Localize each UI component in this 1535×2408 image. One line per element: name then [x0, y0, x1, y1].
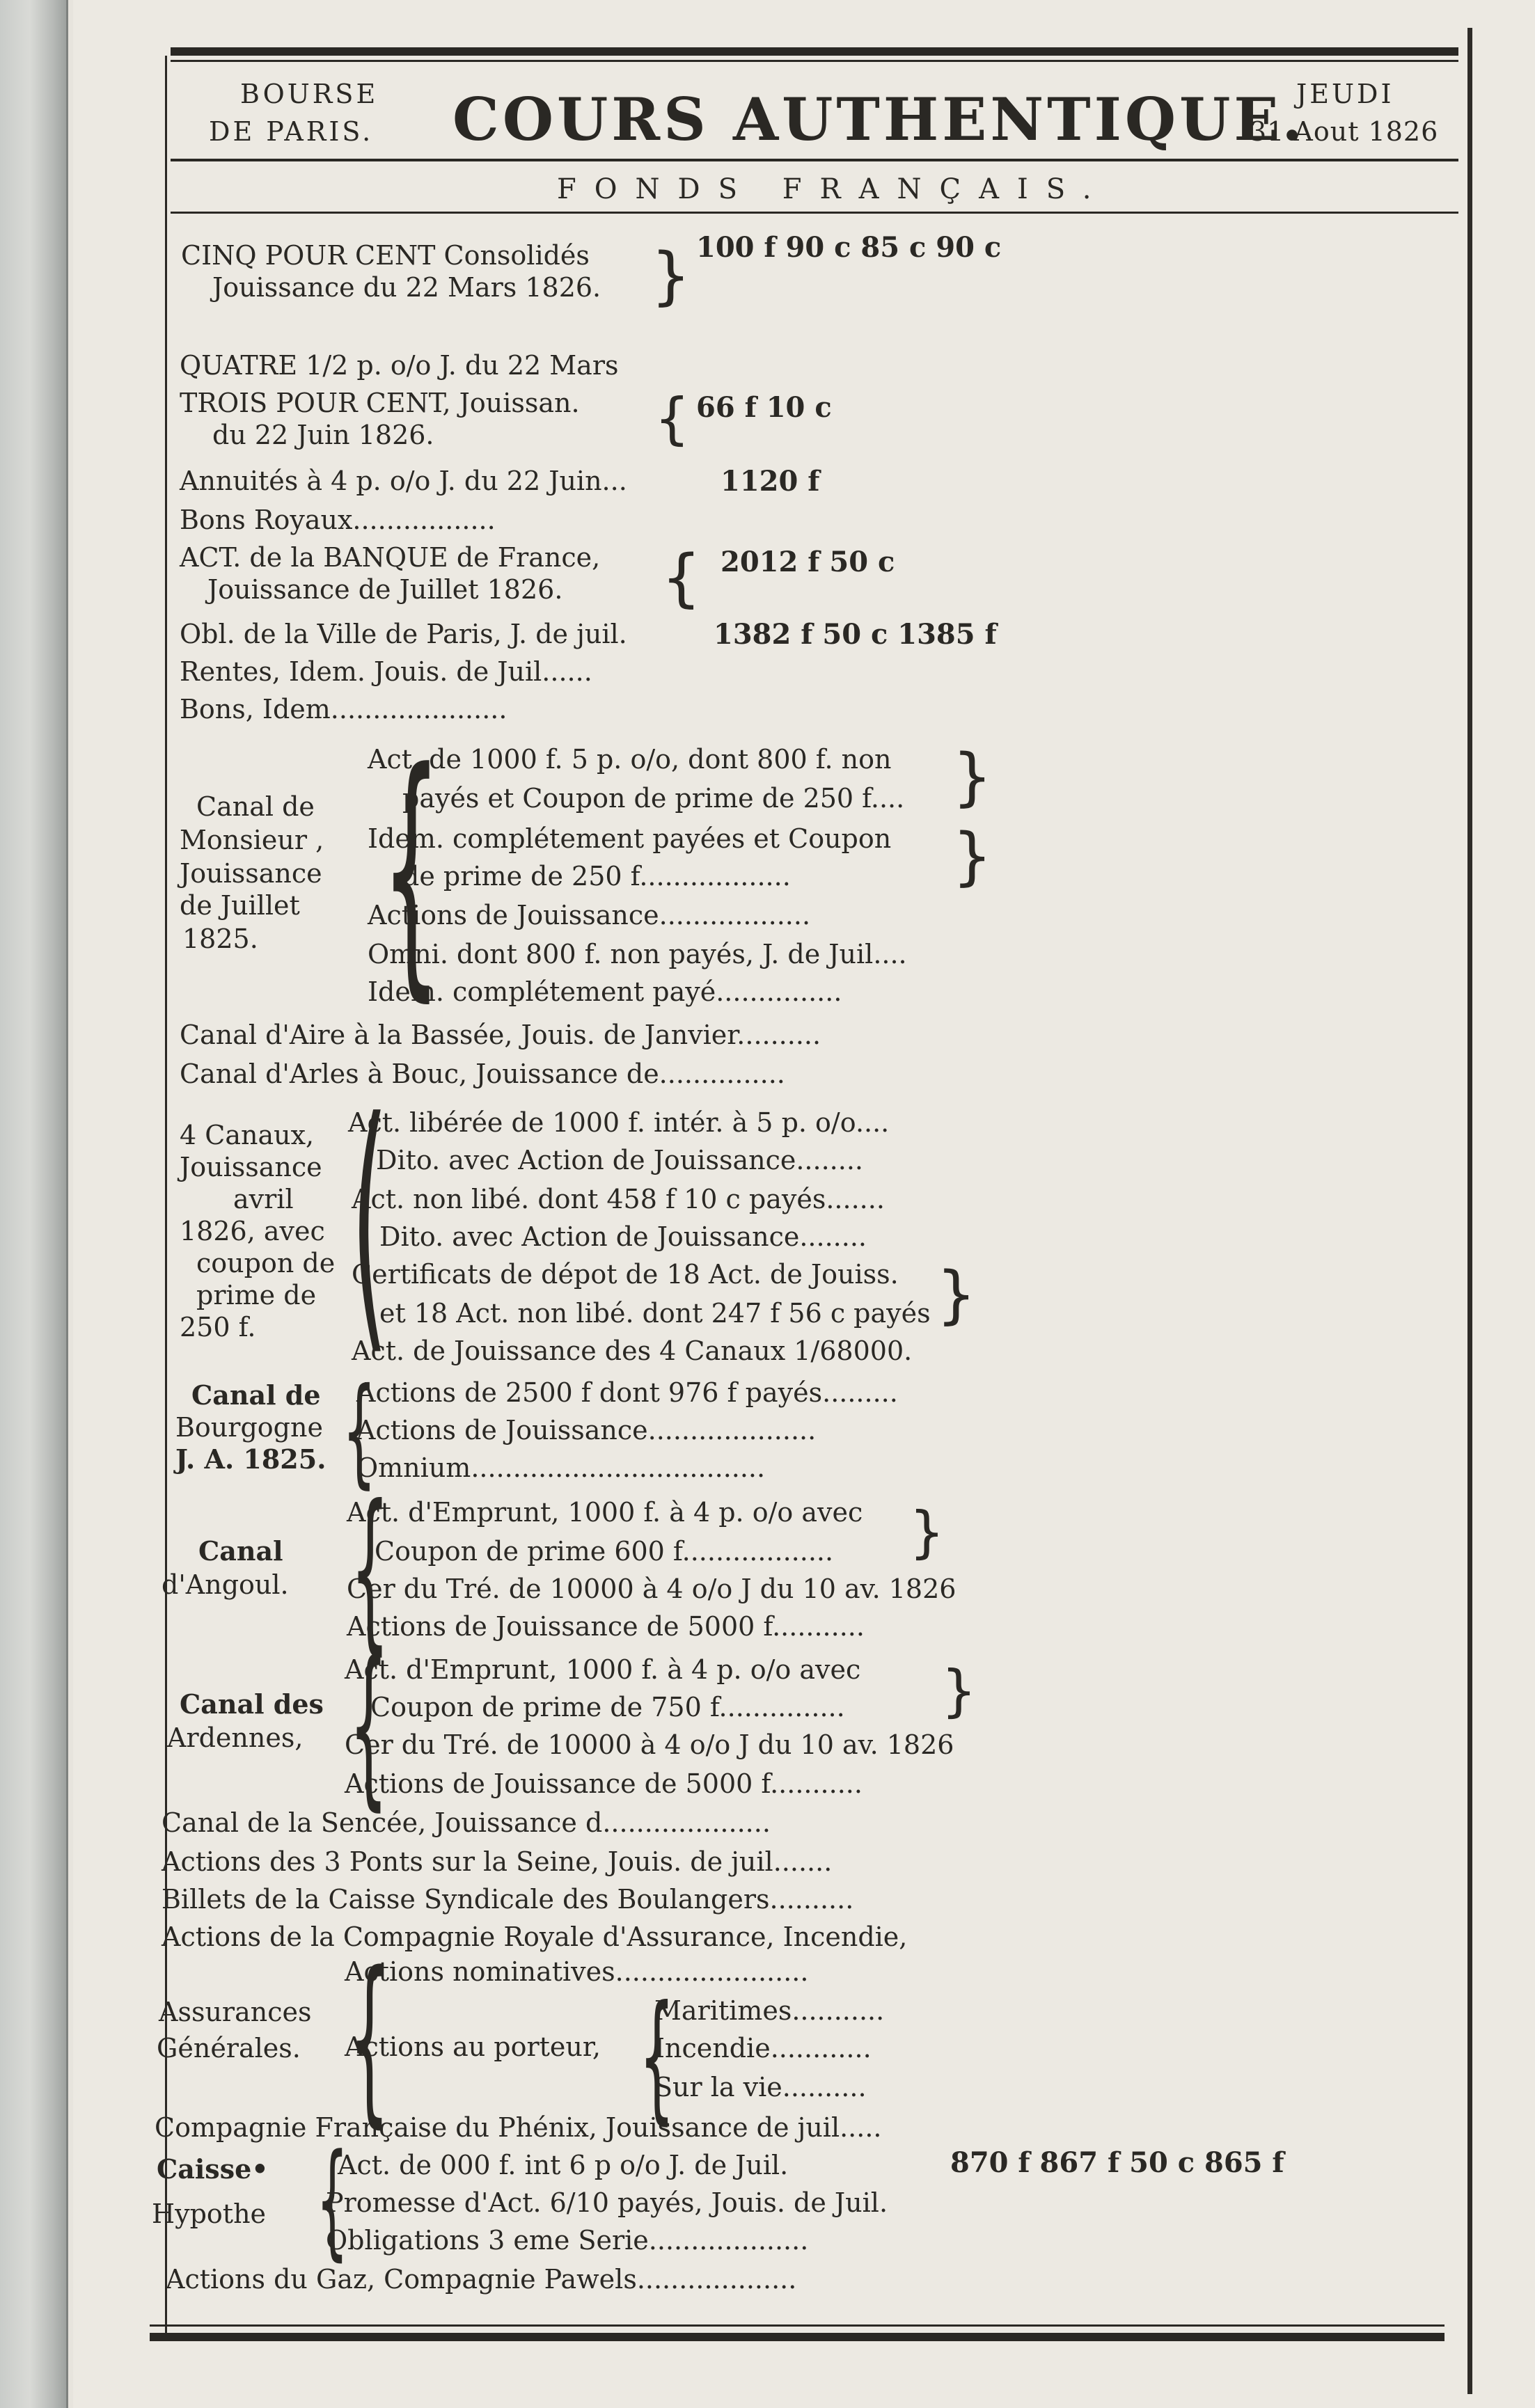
list-item: Act. de Jouissance des 4 Canaux 1/68000.: [352, 1336, 913, 1366]
brace: }: [936, 1258, 977, 1331]
row-bons-idem: Bons, Idem.....................: [180, 694, 507, 724]
list-item: Maritimes...........: [654, 1995, 885, 2026]
list-item: Act. de 1000 f. 5 p. o/o, dont 800 f. non: [368, 744, 892, 775]
label-line: 4 Canaux,: [180, 1120, 315, 1150]
brace: {: [381, 715, 441, 1024]
value-ville-paris: 1382 f 50 c 1385 f: [714, 618, 997, 651]
row-bons-royaux: Bons Royaux.................: [180, 505, 496, 535]
list-item: Actions au porteur,: [345, 2031, 601, 2062]
label-line: Canal de: [196, 791, 315, 822]
section-title: FONDS FRANÇAIS.: [557, 173, 1110, 205]
label-line: avril: [233, 1184, 294, 1214]
list-item: payés et Coupon de prime de 250 f....: [402, 783, 905, 814]
row-trois-ponts: Actions des 3 Ponts sur la Seine, Jouis. de juil.......: [162, 1846, 833, 1877]
label-line: Ardennes,: [167, 1722, 304, 1753]
row-cinq-pour-cent: CINQ POUR CENT Consolidés: [181, 240, 590, 271]
label-line: Générales.: [157, 2033, 301, 2064]
row-ville-paris: Obl. de la Ville de Paris, J. de juil.: [180, 619, 627, 649]
page-title: COURS AUTHENTIQUE.: [452, 85, 1306, 154]
row-quatre: QUATRE 1/2 p. o/o J. du 22 Mars: [180, 350, 619, 381]
label-line: Hypothe: [152, 2199, 267, 2229]
brace: {: [654, 386, 690, 451]
brace: {: [316, 2128, 349, 2273]
brace: }: [952, 820, 993, 893]
label-line: 1825.: [182, 924, 258, 954]
list-item: Actions de Jouissance..................: [368, 900, 811, 930]
list-item: Act. libérée de 1000 f. intér. à 5 p. o/o....: [348, 1107, 890, 1138]
value-caisse: 870 f 867 f 50 c 865 f: [950, 2146, 1284, 2179]
bottom-rule: [150, 2333, 1445, 2341]
label-line: Canal: [198, 1535, 283, 1567]
brace: {: [349, 1624, 388, 1826]
brace: {: [342, 1363, 377, 1500]
label-line: Jouissance: [180, 1152, 322, 1182]
top-rule: [171, 47, 1458, 56]
list-item: Act. de 000 f. int 6 p o/o J. de Juil.: [338, 2150, 789, 2180]
label-line: Jouissance: [180, 858, 322, 889]
bottom-rule-thin: [150, 2324, 1445, 2327]
section-rule: [171, 212, 1458, 214]
label-line: Monsieur ,: [180, 825, 324, 855]
left-frame-rule: [165, 56, 167, 2338]
value-annuites: 1120 f: [721, 465, 820, 498]
row-canal-aire: Canal d'Aire à la Bassée, Jouis. de Janvier..........: [180, 1020, 821, 1050]
row-trois-jouissance: du 22 Juin 1826.: [212, 420, 434, 450]
row-billets-boulangers: Billets de la Caisse Syndicale des Boulangers..........: [162, 1884, 854, 1915]
header-day: JEUDI: [1296, 79, 1394, 109]
brace: (: [351, 1063, 388, 1379]
list-item: Act. d'Emprunt, 1000 f. à 4 p. o/o avec: [345, 1654, 861, 1685]
brace: }: [651, 239, 691, 312]
row-cinq-jouissance: Jouissance du 22 Mars 1826.: [212, 272, 601, 303]
label-line: 1826, avec: [180, 1216, 325, 1246]
row-gaz: Actions du Gaz, Compagnie Pawels...................: [166, 2264, 797, 2295]
list-item: Actions de Jouissance....................: [356, 1415, 817, 1445]
label-line: J. A. 1825.: [175, 1443, 326, 1475]
row-canal-arles: Canal d'Arles à Bouc, Jouissance de...............: [180, 1059, 785, 1089]
row-rentes: Rentes, Idem. Jouis. de Juil......: [180, 656, 592, 687]
brace: {: [350, 1468, 390, 1670]
list-item: Incendie............: [654, 2033, 872, 2064]
row-canal-sencee: Canal de la Sencée, Jouissance d....................: [162, 1807, 771, 1838]
list-item: Cer du Tré. de 10000 à 4 o/o J du 10 av. 1826: [347, 1574, 957, 1604]
list-item: Act. d'Emprunt, 1000 f. à 4 p. o/o avec: [347, 1497, 863, 1528]
list-item: Actions de Jouissance de 5000 f...........: [347, 1611, 865, 1642]
header-bourse: BOURSE: [240, 79, 379, 109]
label-line: Assurances: [159, 1997, 312, 2027]
list-item: Omni. dont 800 f. non payés, J. de Juil....: [368, 939, 907, 969]
label-line: Canal de: [191, 1379, 321, 1411]
list-item: Act. non libé. dont 458 f 10 c payés.......: [352, 1184, 885, 1214]
list-item: Certificats de dépot de 18 Act. de Jouiss.: [352, 1259, 899, 1290]
book-binding: [0, 0, 68, 2408]
list-item: Coupon de prime de 750 f...............: [370, 1692, 845, 1722]
list-item: Omnium...................................: [356, 1452, 766, 1483]
value-cinq: 100 f 90 c 85 c 90 c: [696, 231, 1002, 264]
list-item: de prime de 250 f..................: [402, 861, 791, 892]
page-right-border: [1467, 28, 1493, 2394]
list-item: Idem. complétement payées et Coupon: [368, 823, 892, 854]
label-line: Caisse•: [157, 2153, 269, 2185]
brace: {: [349, 1934, 390, 2144]
row-trois-pour-cent: TROIS POUR CENT, Jouissan.: [180, 388, 580, 418]
row-phenix: Compagnie Française du Phénix, Jouissance de juil.....: [155, 2112, 882, 2143]
header-de-paris: DE PARIS.: [209, 116, 374, 147]
brace: }: [909, 1500, 945, 1565]
list-item: Dito. avec Action de Jouissance........: [379, 1221, 867, 1252]
list-item: Actions de Jouissance de 5000 f...........: [345, 1768, 863, 1799]
row-banque: ACT. de la BANQUE de France,: [180, 542, 601, 573]
top-rule-thin: [171, 60, 1458, 62]
list-item: Promesse d'Act. 6/10 payés, Jouis. de Juil.: [326, 2187, 888, 2218]
brace: {: [639, 1976, 675, 2138]
brace: {: [661, 541, 702, 615]
row-banque-jouissance: Jouissance de Juillet 1826.: [207, 574, 563, 605]
label-line: 250 f.: [180, 1312, 256, 1342]
label-line: d'Angoul.: [162, 1569, 289, 1600]
label-line: Canal des: [180, 1688, 324, 1720]
label-line: prime de: [196, 1280, 317, 1310]
header-date: 31 Aout 1826: [1250, 116, 1439, 147]
list-item: Dito. avec Action de Jouissance........: [376, 1145, 863, 1175]
list-item: et 18 Act. non libé. dont 247 f 56 c payés: [379, 1298, 931, 1329]
row-annuites: Annuités à 4 p. o/o J. du 22 Juin...: [180, 466, 627, 496]
list-item: Idem. complétement payé...............: [368, 976, 842, 1007]
value-banque: 2012 f 50 c: [721, 546, 895, 578]
label-line: de Juillet: [180, 890, 300, 921]
brace: }: [952, 740, 993, 814]
list-item: Actions de 2500 f dont 976 f payés.........: [356, 1377, 898, 1408]
list-item: Coupon de prime 600 f..................: [375, 1536, 834, 1567]
value-trois: 66 f 10 c: [696, 391, 832, 424]
label-line: coupon de: [196, 1248, 336, 1278]
brace: }: [941, 1658, 977, 1723]
list-item: Cer du Tré. de 10000 à 4 o/o J du 10 av. 1826: [345, 1729, 954, 1760]
list-item: Actions nominatives.......................: [345, 1956, 809, 1987]
header-rule: [171, 159, 1458, 161]
label-line: Bourgogne: [175, 1412, 323, 1443]
list-item: Obligations 3 eme Serie...................: [326, 2225, 809, 2256]
row-assurance-royale: Actions de la Compagnie Royale d'Assurance, Incendie,: [162, 1922, 908, 1952]
list-item: Sur la vie..........: [654, 2072, 867, 2102]
